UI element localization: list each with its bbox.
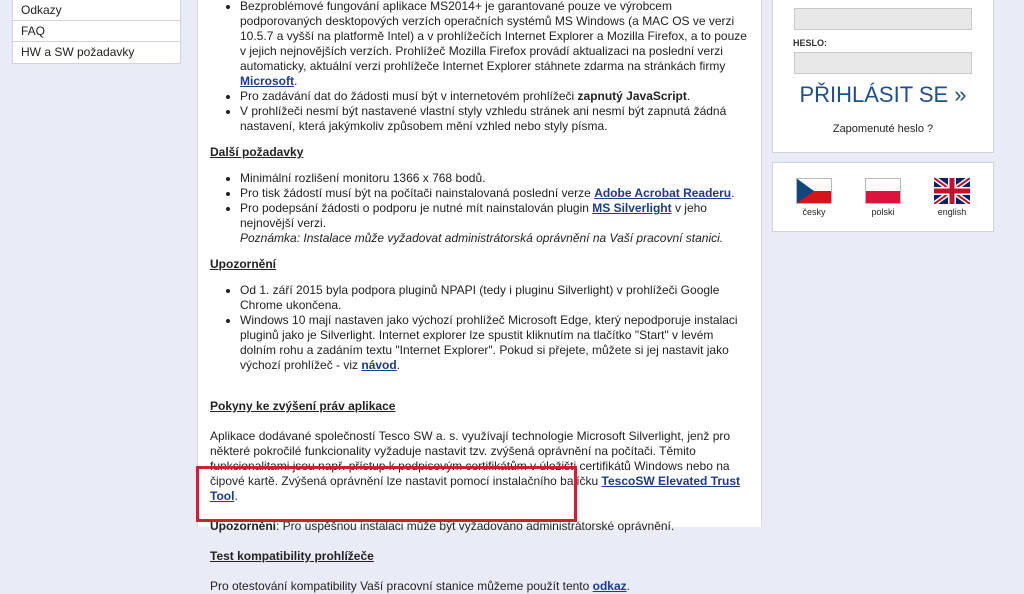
login-button[interactable]: PŘIHLÁSIT SE » xyxy=(799,82,967,107)
list-item: • Minimální rozlišení monitoru 1366 x 768 bodů. xyxy=(240,171,752,186)
list-item: • Bezproblémové fungování aplikace MS2014+ je garantované pouze ve výrobcem podporovaných desktopových verzích operačních systémů MS Windows (a MAC OS ve verzi 10.5.7 a vyšší na platformě Intel) a v prohlížečích Internet Explorer a Mozilla Firefox, a to pouze v jejich nejnovějších verzích. Prohlížeč Mozilla Firefox provádí aktualizaci na poslední verzi automaticky, aktuální verzi prohlížeče Internet Explorer stáhnete zdarma na stránkách firmy Microsoft. xyxy=(240,0,752,89)
ms-silverlight-link[interactable]: MS Silverlight xyxy=(592,201,672,215)
compat-paragraph: Pro otestování kompatibility Vaší pracovní stanice můžeme použít tento odkaz. xyxy=(210,579,630,593)
browser-requirements-list xyxy=(210,0,752,134)
list-item: • Pro tisk žádostí musí být na počítači nainstalovaná poslední verze Adobe Acrobat Readeru. xyxy=(240,186,752,201)
czech-flag-icon xyxy=(796,178,832,204)
adobe-reader-link[interactable]: Adobe Acrobat Readeru xyxy=(594,186,732,200)
elevated-trust-tool-link[interactable]: TescoSW Elevated Trust Tool xyxy=(210,474,741,503)
list-item: • Pro podepsání žádosti o podporu je nutné mít nainstalován plugin MS Silverlight v jeho nejnovější verzi. Poznámka: Instalace může vyžadovat administrátorská oprávnění na Vaší pracovní stanici. xyxy=(240,201,752,246)
password-label: HESLO: xyxy=(793,38,828,48)
compat-test-link[interactable]: odkaz xyxy=(592,579,627,593)
rights-note: Upozornění: Pro úspěšnou instalaci může být vyžadováno administrátorské oprávnění. xyxy=(210,519,675,533)
password-field[interactable] xyxy=(794,52,972,74)
polish-flag-icon xyxy=(865,178,901,204)
list-item: • Pro zadávání dat do žádosti musí být v internetovém prohlížeči zapnutý JavaScript. xyxy=(240,89,752,104)
language-english[interactable]: english xyxy=(922,178,982,217)
silverlight-note: Poznámka: Instalace může vyžadovat administrátorská oprávnění na Vaší pracovní stanici. xyxy=(240,231,724,245)
navod-link[interactable]: návod xyxy=(361,358,397,372)
other-requirements-list xyxy=(210,171,752,246)
language-czech[interactable]: česky xyxy=(784,178,844,217)
main-content xyxy=(197,0,762,593)
username-field[interactable] xyxy=(794,8,972,30)
language-panel xyxy=(772,162,994,232)
rights-paragraph: Aplikace dodávané společností Tesco SW a. s. využívají technologie Microsoft Silverlight, jenž pro některé pokročilé funkcionality vyžaduje nastavit tzv. zvýšená oprávnění na počítači. Těmito funkcionalitami jsou např. přístup k podpisovým certifikátům v úložišti certifikátů Windows nebo na čipové kartě. Zvýšená oprávnění lze nastavit pomocí instalačního balíčku TescoSW Elevated Trust Tool. xyxy=(210,429,741,503)
sidebar-nav xyxy=(12,0,181,64)
sidebar-item-faq[interactable]: FAQ xyxy=(13,21,180,42)
section-heading-other: Další požadavky xyxy=(210,145,304,159)
list-item: • Windows 10 mají nastaven jako výchozí prohlížeč Microsoft Edge, který nepodporuje instalaci pluginů jako je Silverlight. Internet explorer lze spustit kliknutím na tlačítko "Start" v levém dolním rohu a zadáním textu "Internet Explorer". Pokud si přejete, můžete si jej nastavit jako výchozí prohlížeč - viz návod. xyxy=(240,313,752,373)
login-panel xyxy=(772,0,994,153)
section-heading-rights: Pokyny ke zvýšení práv aplikace xyxy=(210,399,396,413)
list-item: • Od 1. září 2015 byla podpora pluginů NPAPI (tedy i pluginu Silverlight) v prohlížeči Google Chrome ukončena. xyxy=(240,283,752,313)
microsoft-link[interactable]: Microsoft xyxy=(240,74,294,88)
sidebar-item-hw-sw[interactable]: HW a SW požadavky xyxy=(21,45,135,59)
list-item: • V prohlížeči nesmí být nastavené vlastní styly vzhledu stránek ani nesmí být zapnutá žádná nastavení, která jakýmkoliv způsobem mění vzhled nebo styly písma. xyxy=(240,104,752,134)
forgot-password-link[interactable]: Zapomenuté heslo ? xyxy=(832,123,934,135)
section-heading-compat: Test kompatibility prohlížeče xyxy=(210,549,374,563)
uk-flag-icon xyxy=(934,178,970,204)
warning-list xyxy=(210,283,752,373)
language-polish[interactable]: polski xyxy=(853,178,913,217)
sidebar-item-odkazy[interactable]: Odkazy xyxy=(13,0,180,21)
section-heading-warning: Upozornění xyxy=(210,257,276,271)
highlight-box xyxy=(196,466,577,522)
